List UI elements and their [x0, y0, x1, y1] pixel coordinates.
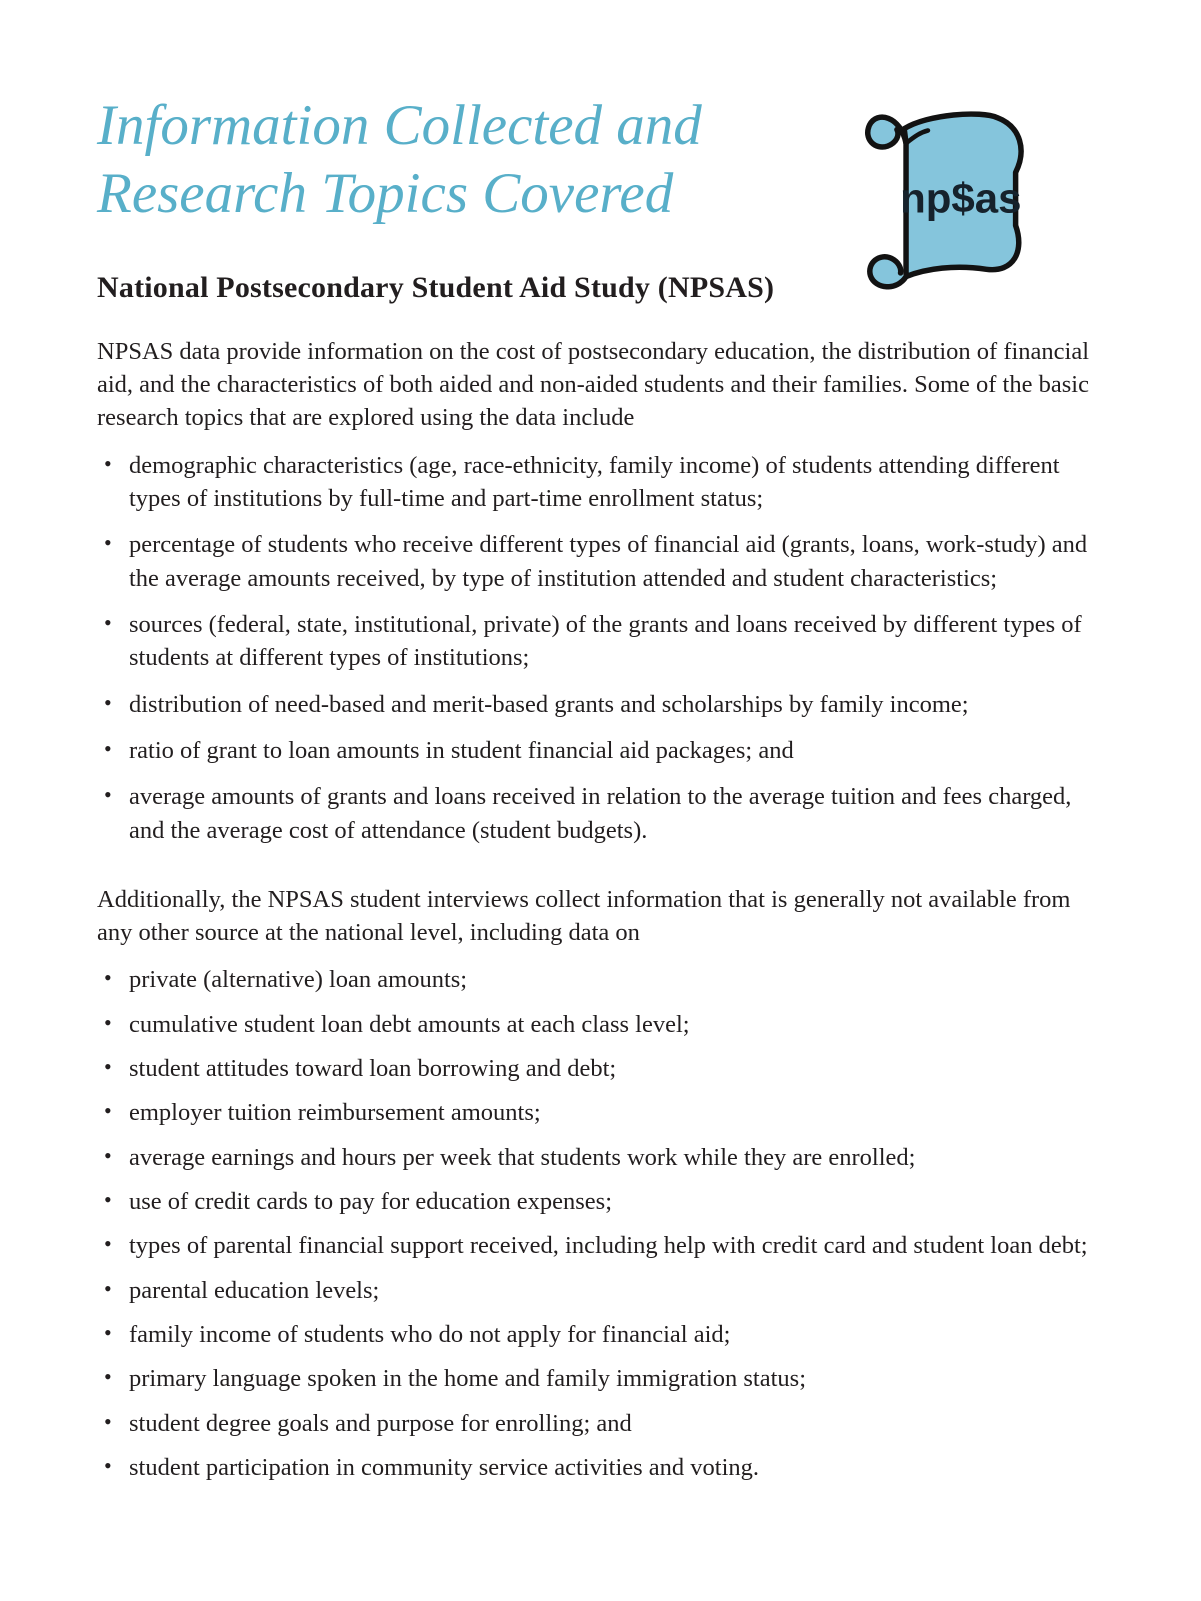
bullet-item: • parental education levels; — [97, 1274, 1104, 1307]
bullet-item: • employer tuition reimbursement amounts; — [97, 1096, 1104, 1129]
logo-text: np$as — [900, 174, 1022, 222]
bullet-item: • student attitudes toward loan borrowing and debt; — [97, 1052, 1104, 1085]
section-heading: National Postsecondary Student Aid Study (NPSAS) — [97, 270, 775, 304]
intro-paragraph: NPSAS data provide information on the cost of postsecondary education, the distribution of financial aid, and the characteristics of both aided and non-aided students and their families. Some of the basic research topics that are explored using the data include — [97, 337, 1090, 432]
additional-paragraph: Additionally, the NPSAS student interviews collect information that is generally not available from any other source at the national level, including data on — [97, 885, 1071, 947]
scroll-top-curl — [868, 117, 906, 147]
page-title-line-2: Research Topics Covered — [97, 162, 674, 226]
interview-data-list — [97, 963, 1104, 1484]
bullet-item: • ratio of grant to loan amounts in student financial aid packages; and — [97, 734, 1104, 767]
scroll-icon — [833, 86, 1043, 301]
scroll-bottom-curl — [870, 257, 906, 287]
bullet-item: • average earnings and hours per week that students work while they are enrolled; — [97, 1141, 1104, 1174]
bullet-item: • demographic characteristics (age, race-ethnicity, family income) of students attending different types of institutions by full-time and part-time enrollment status; — [97, 449, 1104, 516]
bullet-item: • use of credit cards to pay for education expenses; — [97, 1185, 1104, 1218]
bullet-item: • types of parental financial support received, including help with credit card and student loan debt; — [97, 1229, 1104, 1262]
page-header — [97, 92, 1104, 229]
bullet-item: • private (alternative) loan amounts; — [97, 963, 1104, 996]
npsas-logo — [833, 86, 1043, 301]
bullet-item: • distribution of need-based and merit-based grants and scholarships by family income; — [97, 688, 1104, 721]
bullet-item: • primary language spoken in the home and family immigration status; — [97, 1362, 1104, 1395]
bullet-item: • average amounts of grants and loans received in relation to the average tuition and fees charged, and the average cost of attendance (student budgets). — [97, 780, 1104, 847]
bullet-item: • family income of students who do not apply for financial aid; — [97, 1318, 1104, 1351]
research-topics-list — [97, 449, 1104, 847]
bullet-item: • cumulative student loan debt amounts at each class level; — [97, 1008, 1104, 1041]
bullet-item: • student degree goals and purpose for enrolling; and — [97, 1407, 1104, 1440]
bullet-item: • sources (federal, state, institutional, private) of the grants and loans received by different types of students at different types of institutions; — [97, 608, 1104, 675]
page-title-line-1: Information Collected and — [97, 94, 702, 157]
page-title — [97, 92, 817, 229]
bullet-item: • student participation in community service activities and voting. — [97, 1451, 1104, 1484]
bullet-item: • percentage of students who receive different types of financial aid (grants, loans, work-study) and the average amounts received, by type of institution attended and student characteristics; — [97, 528, 1104, 595]
